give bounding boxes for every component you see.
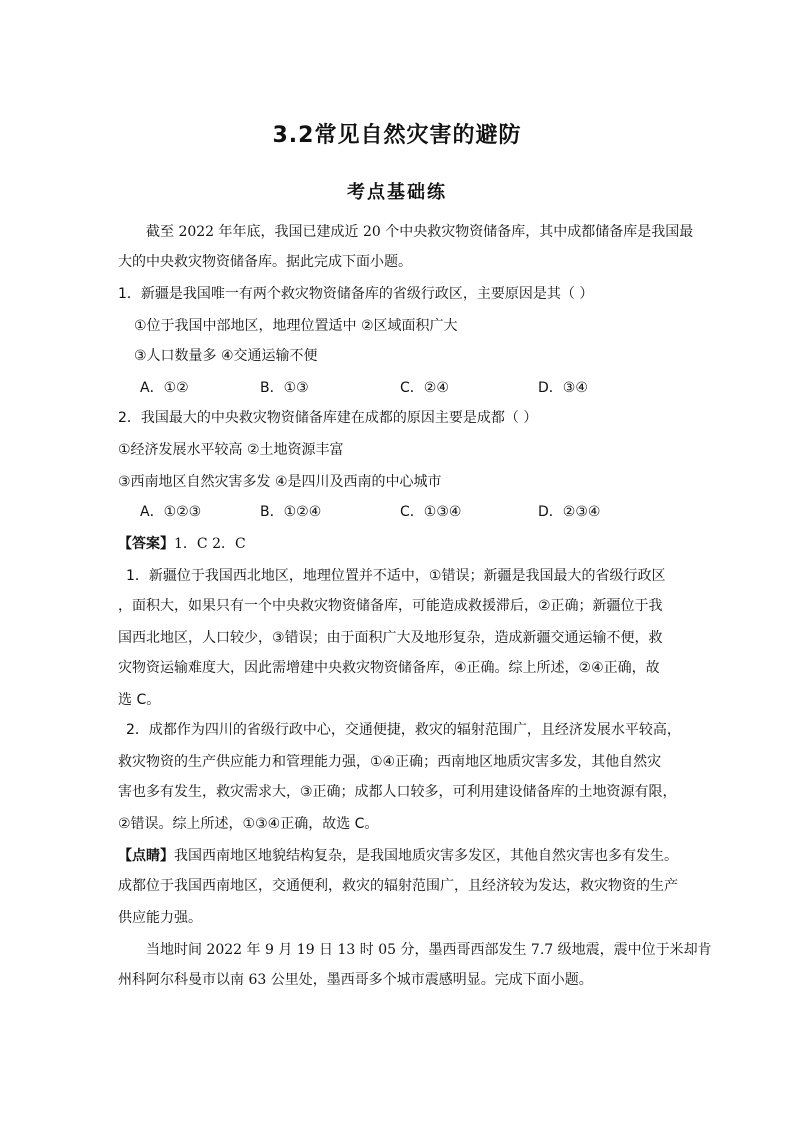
explain2-line-1: 2．成都作为四川的省级行政中心，交通便捷，救灾的辐射范围广，且经济发展水平较高， (126, 722, 681, 738)
question-1-options (140, 378, 700, 398)
explain1-line-3: 国西北地区，人口较少，③错误；由于面积广大及地形复杂，造成新疆交通运输不便，救 (118, 630, 663, 646)
q1-option-b[interactable]: B．①③ (260, 380, 309, 396)
comment-line-3: 供应能力强。 (118, 910, 202, 926)
explain1-line-5: 选 C。 (118, 692, 161, 708)
q1-option-d[interactable]: D．③④ (538, 380, 588, 396)
intro2-line-2: 州科阿尔科曼市以南 63 公里处，墨西哥多个城市震感明显。完成下面小题。 (118, 972, 593, 988)
explain1-line-1: 1．新疆位于我国西北地区，地理位置并不适中，①错误；新疆是我国最大的省级行政区 (126, 568, 666, 584)
page-title: 3.2常见自然灾害的避防 (272, 123, 522, 148)
q1-option-c[interactable]: C．②④ (400, 380, 449, 396)
explain1-line-4: 灾物资运输难度大，因此需增建中央救灾物资储备库，④正确。综上所述，②④正确，故 (118, 660, 660, 676)
question-2-statements-line-1: ①经济发展水平较高 ②土地资源丰富 (118, 442, 344, 458)
question-1-stem: 1．新疆是我国唯一有两个救灾物资储备库的省级行政区，主要原因是其（ ） (118, 286, 594, 302)
comment-line-1 (118, 846, 678, 866)
answer-text: 1．C 2．C (174, 536, 246, 552)
question-2-stem: 2．我国最大的中央救灾物资储备库建在成都的原因主要是成都（ ） (118, 410, 538, 426)
answer-label: 【答案】 (118, 536, 174, 552)
question-2-statements-line-2: ③西南地区自然灾害多发 ④是四川及西南的中心城市 (118, 474, 442, 490)
q2-option-a[interactable]: A．①②③ (140, 504, 202, 520)
comment-line-2: 成都位于我国西南地区，交通便利，救灾的辐射范围广，且经济较为发达，救灾物资的生产 (118, 878, 678, 894)
comment-label: 【点睛】 (118, 848, 174, 864)
q2-option-c[interactable]: C．①③④ (400, 504, 462, 520)
answer-line (118, 534, 678, 554)
intro1-line-2: 大的中央救灾物资储备库。据此完成下面小题。 (118, 254, 412, 270)
question-1-statements-line-1: ①位于我国中部地区，地理位置适中 ②区域面积广大 (134, 318, 458, 334)
explain2-line-4: ②错误。综上所述，①③④正确，故选 C。 (118, 816, 379, 832)
q1-option-a[interactable]: A．①② (140, 380, 189, 396)
q2-option-b[interactable]: B．①②④ (260, 504, 322, 520)
question-1-statements-line-2: ③人口数量多 ④交通运输不便 (134, 348, 318, 364)
q2-option-d[interactable]: D．②③④ (538, 504, 601, 520)
explain1-line-2: ，面积大，如果只有一个中央救灾物资储备库，可能造成救援滞后，②正确；新疆位于我 (118, 598, 663, 614)
explain2-line-3: 害也多有发生，救灾需求大，③正确；成都人口较多，可利用建设储备库的土地资源有限， (118, 784, 677, 800)
section-subtitle: 考点基础练 (347, 182, 447, 203)
intro2-line-1: 当地时间 2022 年 9 月 19 日 13 时 05 分，墨西哥西部发生 7.7 级地震，震中位于米却肯 (146, 942, 712, 958)
intro1-line-1: 截至 2022 年年底，我国已建成近 20 个中央救灾物资储备库，其中成都储备库是我国最 (146, 224, 694, 240)
question-2-options (140, 502, 700, 522)
explain2-line-2: 救灾物资的生产供应能力和管理能力强，①④正确；西南地区地质灾害多发，其他自然灾 (118, 754, 662, 770)
comment-first: 我国西南地区地貌结构复杂，是我国地质灾害多发区，其他自然灾害也多有发生。 (174, 848, 678, 864)
